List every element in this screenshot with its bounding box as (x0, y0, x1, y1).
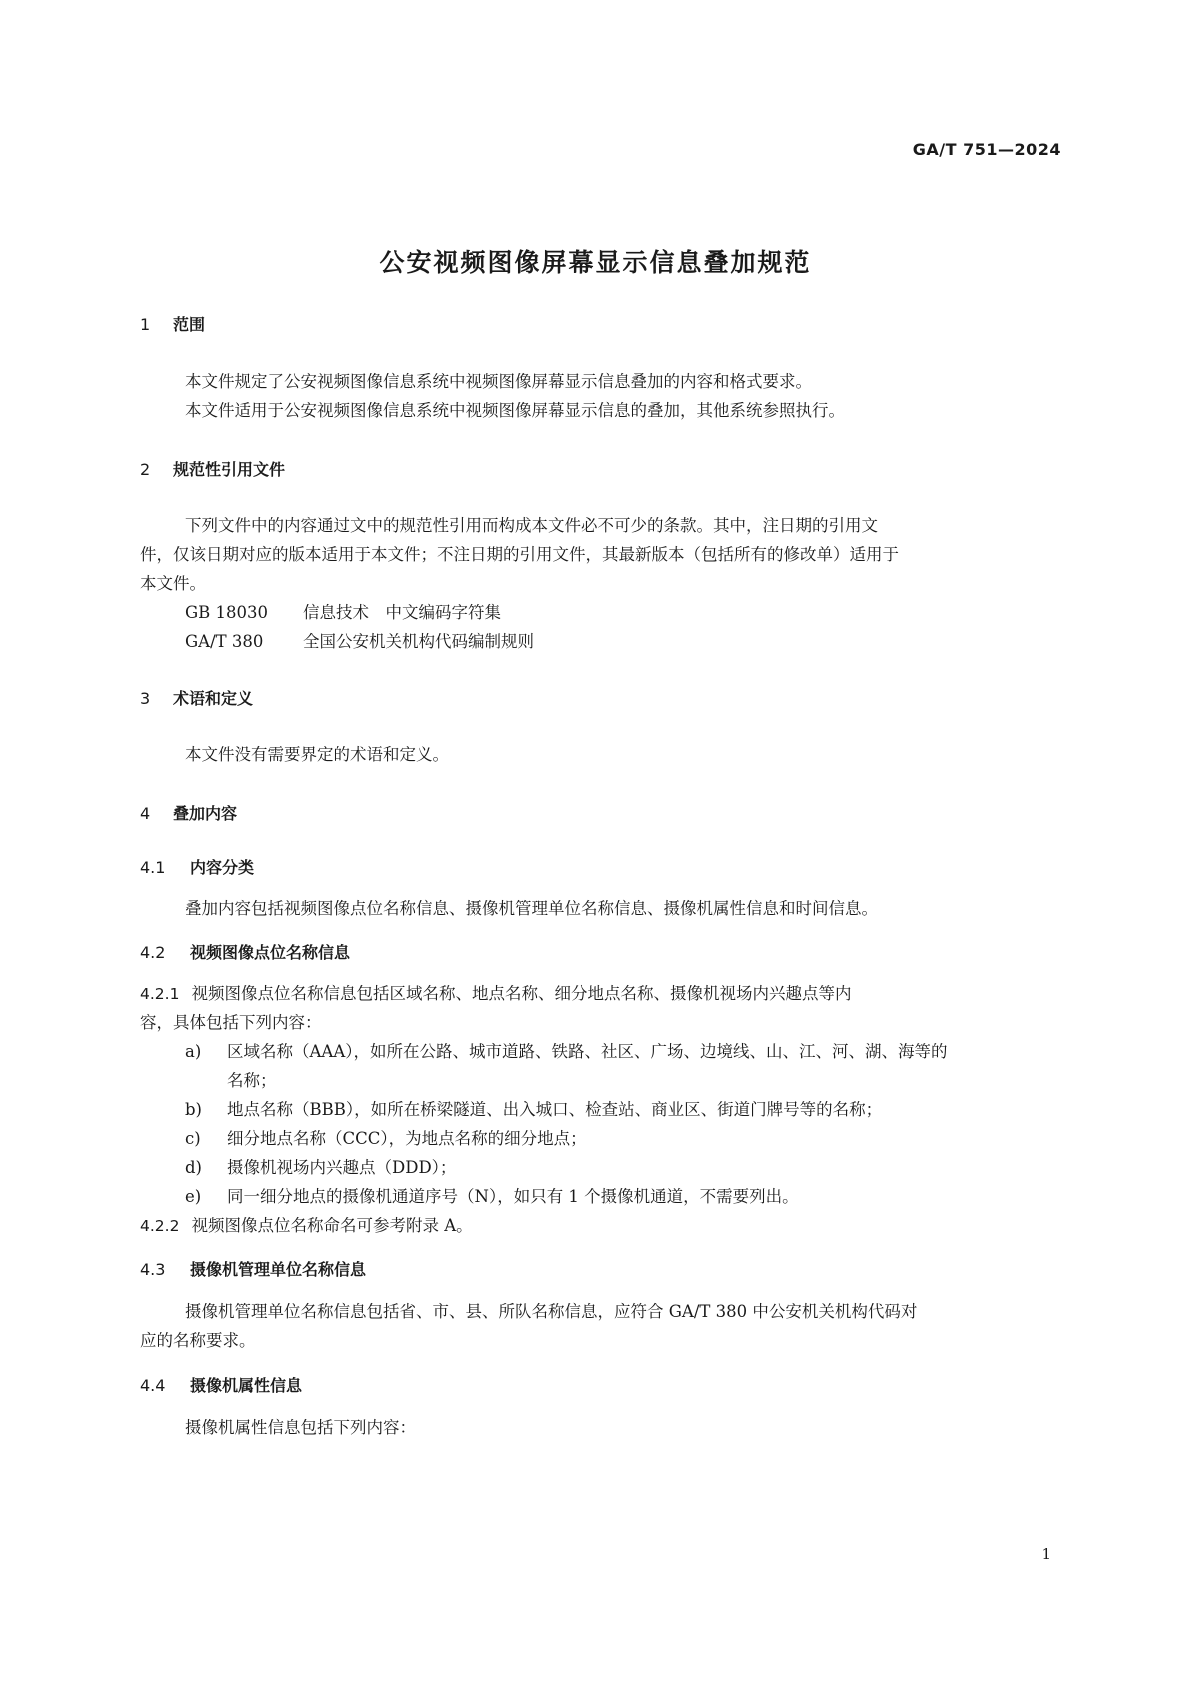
section-title: 规范性引用文件 (173, 460, 286, 479)
clause-number: 4.2.1 (140, 985, 180, 1003)
section-2-heading (140, 457, 285, 480)
list-item (185, 1153, 456, 1182)
section-title: 范围 (173, 315, 206, 334)
reference-title: 信息技术 中文编码字符集 (303, 603, 501, 622)
section-title: 视频图像点位名称信息 (190, 943, 351, 962)
list-item (185, 1124, 587, 1153)
section-number: 4 (140, 804, 151, 823)
reference-code: GA/T 380 (185, 632, 264, 651)
section-4-heading (140, 801, 237, 824)
section-number: 4.4 (140, 1376, 166, 1395)
list-item (185, 1095, 882, 1124)
content-classification-paragraph: 叠加内容包括视频图像点位名称信息、摄像机管理单位名称信息、摄像机属性信息和时间信息。 (185, 899, 878, 918)
document-title: 公安视频图像屏幕显示信息叠加规范 (379, 248, 812, 277)
list-text: 同一细分地点的摄像机通道序号（N），如只有 1 个摄像机通道，不需要列出。 (227, 1187, 799, 1206)
section-number: 4.1 (140, 858, 166, 877)
section-4-3-heading (140, 1257, 366, 1280)
section-number: 4.3 (140, 1260, 166, 1279)
clause-4-2-1-line-1 (140, 979, 851, 1009)
section-1-heading (140, 312, 205, 335)
list-item (185, 1182, 799, 1211)
reference-item (185, 598, 501, 627)
list-text: 细分地点名称（CCC），为地点名称的细分地点； (227, 1129, 587, 1148)
section-4-4-heading (140, 1373, 302, 1396)
section-title: 内容分类 (190, 858, 255, 877)
list-marker: c) (185, 1129, 201, 1148)
section-number: 3 (140, 689, 151, 708)
list-marker: a) (185, 1042, 202, 1061)
scope-paragraph-1: 本文件规定了公安视频图像信息系统中视频图像屏幕显示信息叠加的内容和格式要求。 (185, 372, 812, 391)
list-text: 区域名称（AAA），如所在公路、城市道路、铁路、社区、广场、边境线、山、江、河、湖、海等的 (227, 1042, 948, 1061)
reference-item (185, 627, 534, 656)
clause-text: 视频图像点位名称命名可参考附录 A。 (191, 1216, 473, 1235)
management-unit-paragraph-line-2: 应的名称要求。 (140, 1331, 256, 1350)
references-paragraph-line-2: 件，仅该日期对应的版本适用于本文件；不注日期的引用文件，其最新版本（包括所有的修改单）适用于 (140, 545, 899, 564)
references-paragraph-line-1: 下列文件中的内容通过文中的规范性引用而构成本文件必不可少的条款。其中，注日期的引用文 (185, 516, 878, 535)
references-paragraph-line-3: 本文件。 (140, 574, 206, 593)
clause-text: 视频图像点位名称信息包括区域名称、地点名称、细分地点名称、摄像机视场内兴趣点等内 (191, 984, 852, 1003)
list-item (185, 1037, 948, 1066)
section-number: 4.2 (140, 943, 166, 962)
management-unit-paragraph-line-1: 摄像机管理单位名称信息包括省、市、县、所队名称信息，应符合 GA/T 380 中公安机关机构代码对 (185, 1302, 918, 1321)
section-title: 摄像机属性信息 (190, 1376, 303, 1395)
section-number: 1 (140, 315, 151, 334)
clause-4-2-2 (140, 1211, 473, 1241)
scope-paragraph-2: 本文件适用于公安视频图像信息系统中视频图像屏幕显示信息的叠加，其他系统参照执行。 (185, 401, 845, 420)
list-marker: e) (185, 1187, 202, 1206)
section-3-heading (140, 686, 253, 709)
reference-code: GB 18030 (185, 603, 269, 622)
terms-paragraph: 本文件没有需要界定的术语和定义。 (185, 745, 449, 764)
list-item-continuation: 名称； (227, 1071, 277, 1090)
section-4-2-heading (140, 940, 350, 963)
section-title: 摄像机管理单位名称信息 (190, 1260, 367, 1279)
standard-code: GA/T 751—2024 (912, 140, 1061, 159)
list-marker: d) (185, 1158, 202, 1177)
list-marker: b) (185, 1100, 202, 1119)
clause-number: 4.2.2 (140, 1217, 180, 1235)
section-title: 术语和定义 (173, 689, 254, 708)
list-text: 地点名称（BBB），如所在桥梁隧道、出入城口、检查站、商业区、街道门牌号等的名称； (227, 1100, 883, 1119)
camera-attributes-paragraph: 摄像机属性信息包括下列内容： (185, 1418, 416, 1437)
page-number: 1 (1041, 1545, 1051, 1563)
section-title: 叠加内容 (173, 804, 238, 823)
section-number: 2 (140, 460, 151, 479)
clause-4-2-1-line-2: 容，具体包括下列内容： (140, 1013, 322, 1032)
section-4-1-heading (140, 855, 254, 878)
list-text: 摄像机视场内兴趣点（DDD）； (227, 1158, 457, 1177)
reference-title: 全国公安机关机构代码编制规则 (303, 632, 534, 651)
